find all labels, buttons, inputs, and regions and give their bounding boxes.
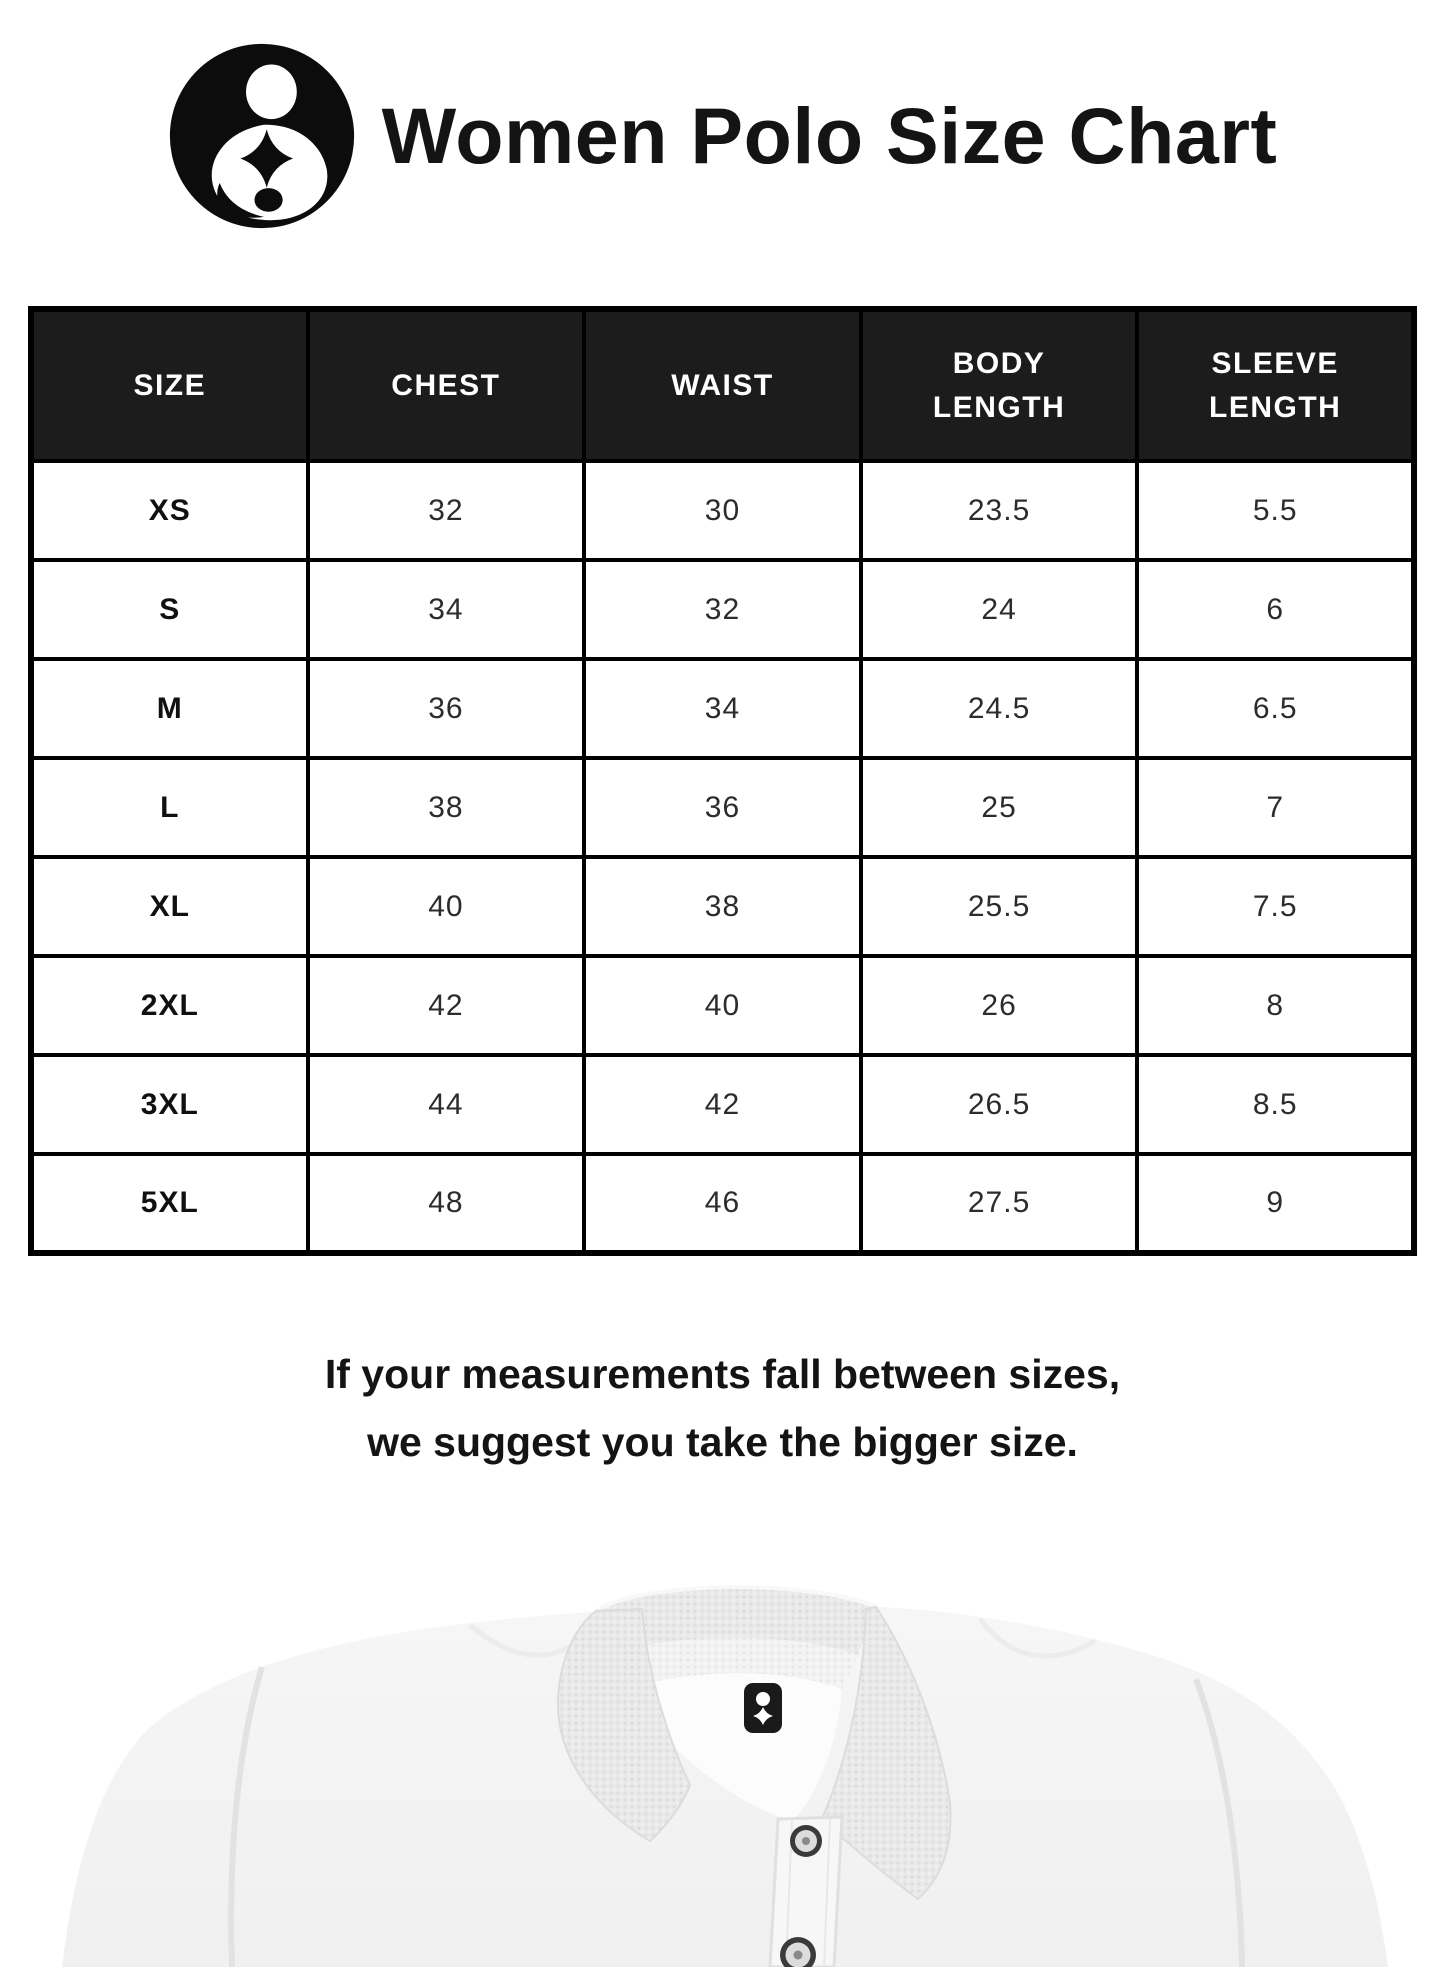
value-cell: 32 xyxy=(308,461,585,560)
value-cell: 38 xyxy=(308,758,585,857)
value-cell: 34 xyxy=(584,659,861,758)
table-row xyxy=(31,659,1414,758)
size-table-container xyxy=(28,306,1417,1256)
value-cell: 44 xyxy=(308,1055,585,1154)
value-cell: 42 xyxy=(584,1055,861,1154)
col-header-size: SIZE xyxy=(31,309,308,461)
sizing-note-line-2: we suggest you take the bigger size. xyxy=(0,1408,1445,1476)
value-cell: 40 xyxy=(584,956,861,1055)
value-cell: 42 xyxy=(308,956,585,1055)
value-cell: 5.5 xyxy=(1137,461,1414,560)
col-header-sleeve-length: SLEEVE LENGTH xyxy=(1137,309,1414,461)
size-cell: M xyxy=(31,659,308,758)
value-cell: 9 xyxy=(1137,1154,1414,1253)
size-cell: 2XL xyxy=(31,956,308,1055)
value-cell: 40 xyxy=(308,857,585,956)
col-header-waist: WAIST xyxy=(584,309,861,461)
value-cell: 24 xyxy=(861,560,1138,659)
button-top xyxy=(790,1825,822,1857)
value-cell: 27.5 xyxy=(861,1154,1138,1253)
value-cell: 8 xyxy=(1137,956,1414,1055)
value-cell: 6 xyxy=(1137,560,1414,659)
value-cell: 32 xyxy=(584,560,861,659)
page-title: Women Polo Size Chart xyxy=(382,90,1278,182)
value-cell: 46 xyxy=(584,1154,861,1253)
value-cell: 38 xyxy=(584,857,861,956)
value-cell: 8.5 xyxy=(1137,1055,1414,1154)
value-cell: 25.5 xyxy=(861,857,1138,956)
value-cell: 34 xyxy=(308,560,585,659)
button-placket xyxy=(770,1817,842,1967)
sizing-note xyxy=(0,1340,1445,1476)
value-cell: 6.5 xyxy=(1137,659,1414,758)
page xyxy=(0,40,1445,1967)
size-table xyxy=(28,306,1417,1256)
table-row xyxy=(31,1154,1414,1253)
col-header-chest: CHEST xyxy=(308,309,585,461)
value-cell: 26.5 xyxy=(861,1055,1138,1154)
table-row xyxy=(31,857,1414,956)
brand-mother-child-logo-icon xyxy=(168,42,356,230)
size-cell: S xyxy=(31,560,308,659)
header xyxy=(0,40,1445,232)
value-cell: 7 xyxy=(1137,758,1414,857)
table-row xyxy=(31,956,1414,1055)
size-cell: 5XL xyxy=(31,1154,308,1253)
table-row xyxy=(31,461,1414,560)
value-cell: 25 xyxy=(861,758,1138,857)
table-header-row xyxy=(31,309,1414,461)
neck-label-logo-icon xyxy=(744,1683,782,1733)
value-cell: 30 xyxy=(584,461,861,560)
polo-shirt-image xyxy=(0,1567,1445,1967)
size-cell: XS xyxy=(31,461,308,560)
value-cell: 36 xyxy=(308,659,585,758)
value-cell: 24.5 xyxy=(861,659,1138,758)
table-row xyxy=(31,560,1414,659)
sizing-note-line-1: If your measurements fall between sizes, xyxy=(0,1340,1445,1408)
size-cell: 3XL xyxy=(31,1055,308,1154)
value-cell: 36 xyxy=(584,758,861,857)
value-cell: 26 xyxy=(861,956,1138,1055)
table-row xyxy=(31,758,1414,857)
value-cell: 48 xyxy=(308,1154,585,1253)
size-cell: XL xyxy=(31,857,308,956)
size-cell: L xyxy=(31,758,308,857)
col-header-body-length: BODY LENGTH xyxy=(861,309,1138,461)
value-cell: 7.5 xyxy=(1137,857,1414,956)
value-cell: 23.5 xyxy=(861,461,1138,560)
table-row xyxy=(31,1055,1414,1154)
